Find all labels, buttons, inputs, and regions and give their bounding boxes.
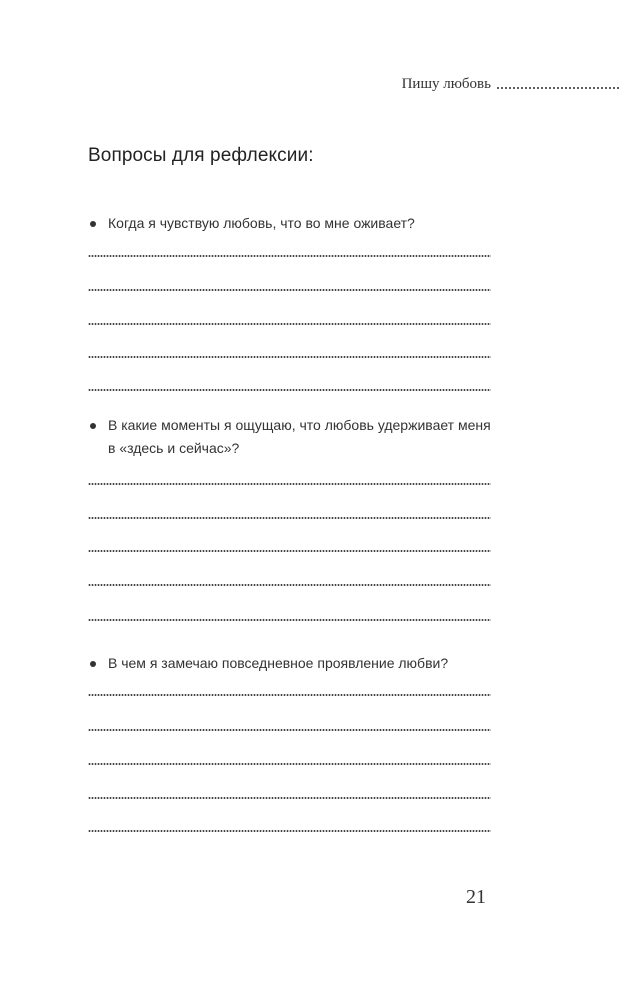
answer-line[interactable] [88,483,491,485]
bullet-icon [90,221,96,227]
running-header-title: Пишу любовь [401,76,491,92]
answer-line[interactable] [88,289,491,291]
answer-line[interactable] [88,255,491,257]
answer-line[interactable] [88,389,491,391]
page-number: 21 [466,886,486,908]
bullet-icon [90,423,96,429]
bullet-icon [90,661,96,667]
answer-line[interactable] [88,619,491,621]
answer-line[interactable] [88,550,491,552]
answer-line[interactable] [88,584,491,586]
answer-line[interactable] [88,323,491,325]
answer-line[interactable] [88,729,491,731]
section-title: Вопросы для рефлексии: [88,145,314,166]
running-header [300,76,619,98]
question-3 [88,652,498,675]
answer-line[interactable] [88,763,491,765]
question-1 [88,212,498,235]
answer-line[interactable] [88,356,491,358]
answer-line[interactable] [88,517,491,519]
running-header-dotted-leader [496,87,619,89]
question-2-text: В какие моменты я ощущаю, что любовь удерживает меня в «здесь и сейчас»? [108,417,491,456]
question-3-text: В чем я замечаю повседневное проявление любви? [108,655,449,671]
question-2 [88,414,498,460]
question-1-text: Когда я чувствую любовь, что во мне оживает? [108,215,415,231]
answer-line[interactable] [88,797,491,799]
answer-line[interactable] [88,830,491,832]
answer-line[interactable] [88,694,491,696]
